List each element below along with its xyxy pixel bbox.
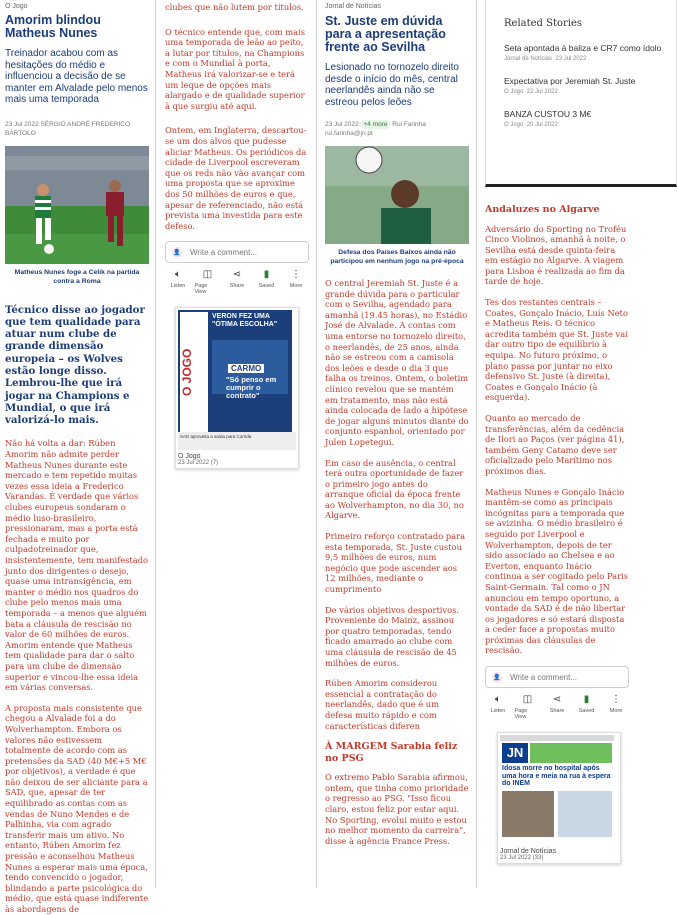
newspaper-cover (178, 310, 292, 450)
article-lead: Lesionado no tornozelo direito desde o início do mês, central neerlandês ainda não se estreou pelos leões (325, 62, 459, 108)
article-column-2 (165, 0, 309, 888)
article-paragraph: Quanto ao mercado de transferências, além da cedência de Ilori ao Paços (ver página 41), também Geny Catamo deve ser oficializado pelo Marítimo nos próximos dias. (485, 413, 625, 476)
article-toolbar (485, 694, 629, 720)
article-paragraph: clubes que não lutem por títulos. (165, 2, 304, 12)
related-story[interactable]: BANZA CUSTOU 3 M€ O Jogo 20 Jul 2022 (504, 109, 592, 128)
player-photo (325, 146, 469, 244)
column-divider (476, 0, 477, 888)
book-icon: ◫ (202, 269, 213, 281)
share-button[interactable]: ⋖ Share (549, 694, 565, 715)
speaker-icon: 🔈︎ (175, 269, 181, 281)
page-view-button[interactable]: ◫ Page View (194, 269, 213, 296)
cover-photo (558, 791, 612, 837)
comment-box[interactable] (485, 666, 629, 688)
article-source: Jornal de Notícias (325, 3, 382, 10)
speaker-icon: 🔈︎ (495, 694, 501, 706)
article-date: 23 Jul 2022 (325, 121, 359, 128)
article-column-4 (485, 204, 629, 888)
related-story[interactable]: Seta apontada à baliza e CR7 como ídolo Jornal de Notícias 23 Jul 2022 (504, 43, 662, 62)
cover-headline: VERON FEZ UMA "ÓTIMA ESCOLHA" (212, 313, 278, 329)
cover-quote: "Só penso em cumprir o contrato" (226, 375, 277, 401)
thumbnail-source: O Jogo (178, 453, 201, 461)
article-headline[interactable]: St. Juste em dúvida para a apresentação frente ao Sevilha (325, 14, 446, 54)
article-paragraph: O técnico entende que, com mais uma temporada de leão ao peito, a lutar por títulos, na Champions e com o Mundial à porta, Matheus irá valorizar-se e terá um leque de opções mais alargado e de qualidade superior à que surgiu até aqui. (165, 26, 306, 111)
article-paragraph: Primeiro reforço contratado para esta temporada, St. Juste custou 9,5 milhões de euros, num negócio que pode ascender aos 12 milhões, mediante o cumprimento (325, 531, 466, 595)
cover-masthead: O JOGO (180, 312, 208, 432)
newspaper-cover (500, 735, 614, 845)
football-photo (5, 146, 149, 264)
related-stories-panel (485, 0, 677, 187)
article-toolbar (165, 269, 309, 295)
article-paragraph: Ontem, em Inglaterra, descartou-se um dos alvos que pudesse aliciar Matheus. Os periódicos da cidade de Liverpool escreveram que os reds não vão avançar com uma proposta que se aproxime dos 50 milhões de euros e que, apesar de referenciado, não está prevista uma investida para este defeso. (165, 125, 307, 231)
article-paragraph: O central Jeremiah St. Juste é a grande dúvida para o particular com o Sevilha, agendado para amanhã (19.45 horas), no Estádio José de Alvalade. A contas com uma entorse no tornozelo direito, o neerlandês, de 25 anos, ainda não se estreou com a camisola dos leões e desde o dia 3 que falha os treinos. Ontem, o boletim clínico revelou que se mantém em tratamento, mas não está ainda colocada de lado a hipótese de jogar alguns minutos diante do conjunto espanhol, orientado por Julen Lopetegui. (325, 278, 469, 447)
article-author: Rui Farinha rui.farinha@jn.pt (325, 121, 426, 137)
section-subheading: Andaluzes no Algarve (485, 204, 600, 215)
article-paragraph: Em caso de ausência, o central terá outra oportunidade de fazer o primeiro jogo antes do arranque oficial da época frente ao Wolverhampton, no dia 30, no Algarve. (325, 457, 464, 521)
thumbnail-meta: 23 Jul 2022 (7) (178, 460, 219, 467)
more-vertical-icon: ⋮ (611, 694, 621, 706)
cover-photo (502, 791, 554, 837)
article-column-1 (5, 0, 149, 914)
article-paragraph: Matheus Nunes e Gonçalo Inácio mantêm-se como as principais incógnitas para a temporada que se avizinha. O médio brasileiro é seguido por Liverpool e Wolverhampton, depois de ter sido associado ao Chelsea e ao Everton, enquanto Inácio continua a ser cogitado pelo Paris Saint-Germain. Tal como o JN anunciou em tempo oportuno, a vontade da SAD é de não libertar os jogadores e só estará disposta a ceder face a propostas muito próximas das cláusulas de rescisão. (485, 486, 628, 656)
page-view-button[interactable]: ◫ Page View (514, 694, 533, 721)
section-subheading: À MARGEM Sarabia feliz no PSG (325, 741, 458, 764)
article-lead: Treinador acabou com as hesitações do médio e influenciou a decisão de se manter em Alvalade pelo menos mais uma temporada (5, 48, 148, 105)
comment-input[interactable] (188, 247, 302, 258)
article-paragraph: Adversário do Sporting no Troféu Cinco Violinos, amanhã à noite, o Sevilha está desde quinta-feira em estágio no Algarve. A viagem para Lisboa é realizada ao fim da tarde de hoje. (485, 223, 627, 287)
article-photo (5, 146, 149, 264)
article-paragraph: A proposta mais consistente que chegou a Alvalade foi a do Wolverhampton. Embora os valores não estivessem totalmente de acordo com as pretensões da SAD (40 M€+5 M€ por objetivos), a verdade é que não deixou de ser aliciante para a SAD, que, apesar de ter equilibrado as contas com as vendas de Nuno Mendes e de Palhinha, via com agrado transferir mais um ativo. No entanto, Rúben Amorim fez pressão e aconselhou Matheus Nunes a esperar mais uma época, tendo convencido o jogador, blindando a parte psicológica do médio, que está quase indiferente às abordagens de (5, 702, 149, 914)
saved-button[interactable]: ▮ Saved (578, 694, 595, 715)
bookmark-icon: ▮ (263, 269, 270, 281)
share-button[interactable]: ⋖ Share (229, 269, 245, 290)
cover-side: St. Juste em dúvida para Sevilha (180, 394, 206, 411)
page-thumbnail[interactable] (497, 732, 621, 864)
more-button[interactable]: ⋮ More (289, 269, 303, 290)
saved-button[interactable]: ▮ Saved (258, 269, 275, 290)
page-thumbnail[interactable] (175, 307, 299, 469)
article-author: SÉRGIO ANDRÉ FREDERICO BÁRTOLO (5, 120, 131, 137)
listen-button[interactable]: 🔈︎ Listen (170, 269, 186, 290)
comment-box[interactable] (165, 241, 309, 263)
listen-button[interactable]: 🔈︎ Listen (490, 694, 506, 715)
cover-tag: CARMO (228, 364, 264, 373)
cover-footer: SAD aproveita a saída para Corrida (178, 432, 296, 450)
photo-caption: Matheus Nunes foge a Celik na partida contra a Roma (14, 268, 140, 285)
cover-headline: Idosa morre no hospital após uma hora e meia na rua à espera do INEM (502, 765, 611, 788)
article-paragraph: Rúben Amorim considerou essencial a contratação do neerlandês, dado que é um defesa muito rápido e com características diferen (325, 678, 439, 731)
more-authors-badge[interactable]: +4 more (360, 120, 390, 129)
article-photo (325, 146, 469, 244)
article-paragraph: De vários objetivos desportivos. Proveniente do Mainz, assinou por quatro temporadas, tendo ficado amarrado ao clube com uma cláusula de rescisão de 45 milhões de euros. (325, 604, 460, 668)
article-source: O Jogo (5, 3, 28, 10)
related-story[interactable]: Expectativa por Jeremiah St. Juste O Jogo 22 Jul 2022 (504, 76, 636, 95)
book-icon: ◫ (522, 694, 533, 706)
user-avatar-icon: 👤 (172, 247, 182, 258)
related-stories-title: Related Stories (504, 18, 583, 29)
article-meta (5, 120, 149, 138)
thumbnail-source: Jornal de Notícias (500, 848, 557, 856)
user-avatar-icon: 👤 (492, 672, 502, 683)
article-date: 23 Jul 2022 (5, 120, 39, 128)
comment-input[interactable] (508, 672, 622, 683)
article-paragraph: Tes dos restantes centrais – Coates, Gonçalo Inácio, Luís Neto e Matheus Reis. O técnico acredita também que St. Juste vai dar outro tipo de equilíbrio à equipa. No futuro próximo, o plano passa por juntar no eixo defensivo St. Juste (à direita), Coates e Gonçalo Inácio (à esquerda). (485, 297, 628, 403)
column-divider (316, 0, 317, 888)
thumbnail-meta: 23 Jul 2022 (33) (500, 855, 544, 862)
share-icon: ⋖ (552, 694, 562, 706)
column-divider (155, 0, 156, 888)
article-headline[interactable]: Amorim blindou Matheus Nunes (5, 13, 101, 40)
article-column-3 (325, 0, 469, 888)
article-meta (325, 120, 469, 138)
more-vertical-icon: ⋮ (291, 269, 301, 281)
article-paragraph: O extremo Pablo Sarabia afirmou, ontem, que tinha como prioridade o regresso ao PSG. "Isso ficou claro, estou feliz por estar aqui. No Sporting, evolui muito e estou no melhor momento da carreira", disse à agência France Press. (325, 772, 469, 846)
pull-quote: Técnico disse ao jogador que tem qualidade para atuar num clube de grande dimensão europeia – os Wolves estão longe disso. Lembrou-lhe que irá jogar na Champions e Mundial, o que irá valorizá-lo mais. (5, 303, 145, 427)
cover-masthead: JN (502, 743, 528, 763)
bookmark-icon: ▮ (583, 694, 590, 706)
article-paragraph: Não há volta a dar: Rúben Amorim não admite perder Matheus Nunes durante este mercado e tem repetido muitas vezes essa ideia a Frederico Varandas. É verdade que vários clubes europeus sondaram o médio luso-brasileiro, pressionaram, mas a porta está fechada e muito por culpadotreinador que, insistentemente, tem manifestado junto dos dirigentes o desejo, quase uma intransigência, em manter o médio nos quadros do clube pelo menos mais uma temporada – a menos que alguém bata a cláusula de rescisão no valor de 60 milhões de euros. Amorim entende que Matheus tem qualidade para dar o salto para um clube de dimensão superior e vincou-lhe essa ideia em várias conversas. (5, 438, 149, 693)
photo-caption: Defesa dos Países Baixos ainda não participou em nenhum jogo na pré-época (330, 249, 464, 265)
more-button[interactable]: ⋮ More (609, 694, 623, 715)
share-icon: ⋖ (232, 269, 242, 281)
